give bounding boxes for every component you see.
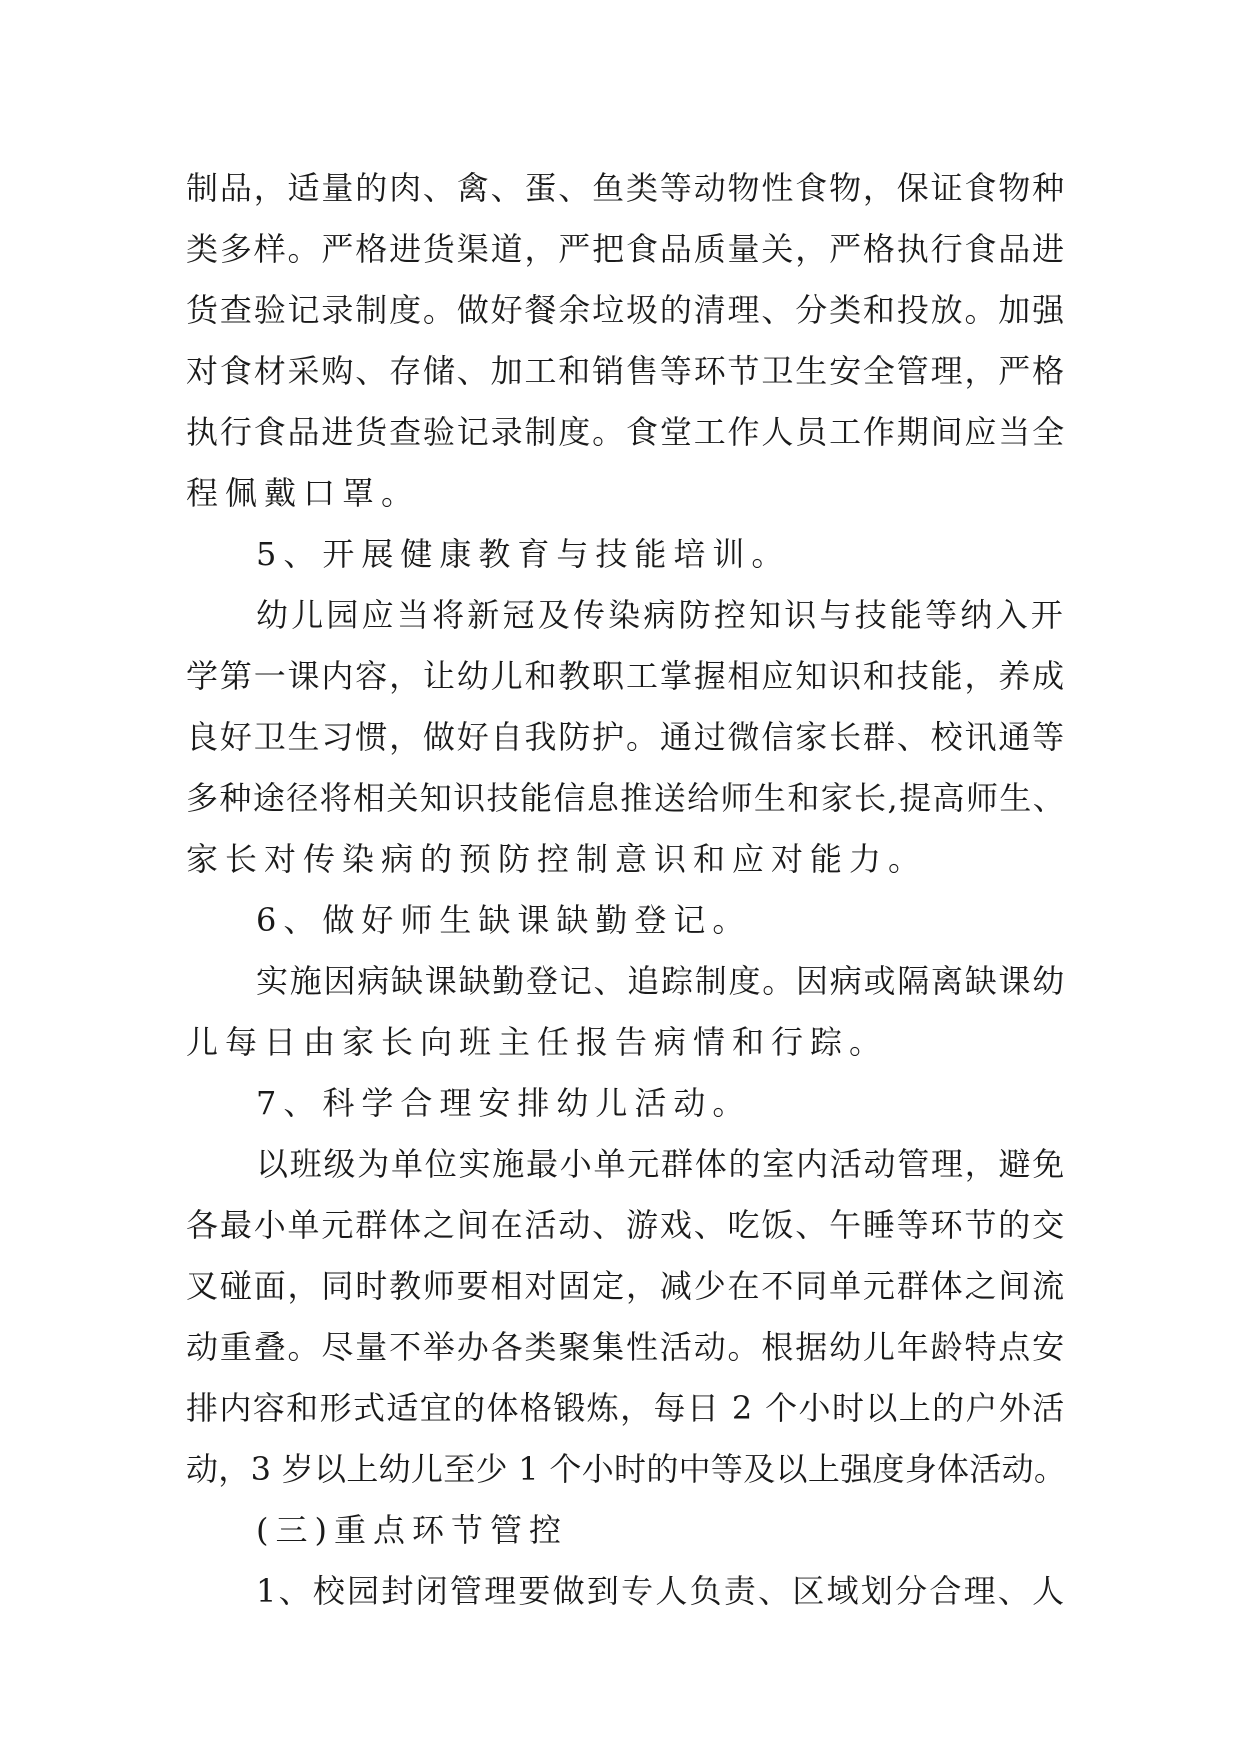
text-line: 程佩戴口罩。 xyxy=(186,474,421,512)
text-line: 执行食品进货查验记录制度。食堂工作人员工作期间应当全 xyxy=(186,413,1067,451)
text-line: 动，3 岁以上幼儿至少 1 个小时的中等及以上强度身体活动。 xyxy=(186,1450,1067,1488)
text-line: 学第一课内容，让幼儿和教职工掌握相应知识和技能，养成 xyxy=(186,657,1067,695)
text-line: 以班级为单位实施最小单元群体的室内活动管理，避免 xyxy=(256,1145,1067,1183)
text-line: 动重叠。尽量不举办各类聚集性活动。根据幼儿年龄特点安 xyxy=(186,1328,1067,1366)
text-line: 实施因病缺课缺勤登记、追踪制度。因病或隔离缺课幼 xyxy=(256,962,1067,1000)
text-line: 幼儿园应当将新冠及传染病防控知识与技能等纳入开 xyxy=(256,596,1067,634)
text-line: 排内容和形式适宜的体格锻炼，每日 2 个小时以上的户外活 xyxy=(186,1389,1066,1427)
text-line: 制品，适量的肉、禽、蛋、鱼类等动物性食物，保证食物种 xyxy=(186,169,1067,207)
text-line: 1、校园封闭管理要做到专人负责、区域划分合理、人 xyxy=(256,1572,1067,1610)
text-line: 多种途径将相关知识技能信息推送给师生和家长,提高师生、 xyxy=(186,779,1067,817)
text-line: 儿每日由家长向班主任报告病情和行踪。 xyxy=(186,1023,889,1061)
text-line: 对食材采购、存储、加工和销售等环节卫生安全管理，严格 xyxy=(186,352,1067,390)
section-heading: 7、科学合理安排幼儿活动。 xyxy=(256,1084,752,1122)
section-heading: 6、做好师生缺课缺勤登记。 xyxy=(256,901,752,939)
section-heading: 5、开展健康教育与技能培训。 xyxy=(256,535,791,573)
section-heading: (三)重点环节管控 xyxy=(256,1511,568,1549)
text-line: 叉碰面，同时教师要相对固定，减少在不同单元群体之间流 xyxy=(186,1267,1067,1305)
text-line: 货查验记录制度。做好餐余垃圾的清理、分类和投放。加强 xyxy=(186,291,1067,329)
text-line: 家长对传染病的预防控制意识和应对能力。 xyxy=(186,840,928,878)
body-text xyxy=(186,158,1066,1622)
text-line: 各最小单元群体之间在活动、游戏、吃饭、午睡等环节的交 xyxy=(186,1206,1067,1244)
text-line: 良好卫生习惯，做好自我防护。通过微信家长群、校讯通等 xyxy=(186,718,1067,756)
text-line: 类多样。严格进货渠道，严把食品质量关，严格执行食品进 xyxy=(186,230,1067,268)
